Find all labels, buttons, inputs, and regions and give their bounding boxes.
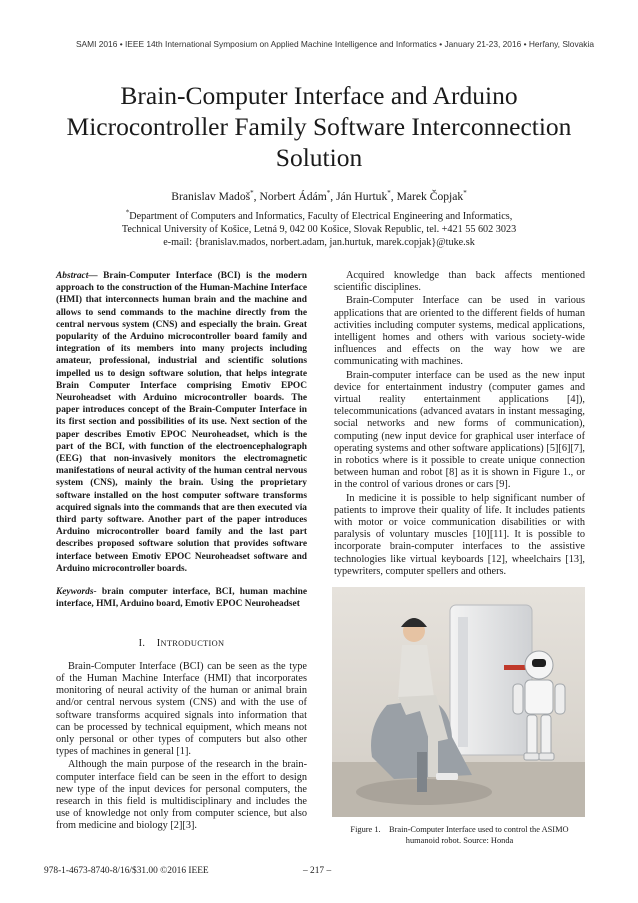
body-paragraph: Although the main purpose of the research in the brain-computer interface field can be seen in the effort to design new type of the input devices for personal computers, the research in this field is multidisciplinary and includes the use of knowledge not only from computer science, but also from medicine and biology [2][3].: [56, 759, 307, 832]
keywords: [56, 586, 307, 610]
body-paragraph: Brain-Computer Interface (BCI) can be seen as the type of the Human Machine Interface (HMI) that incorporates monitoring of neural activity of the human or animal brain and/or central nervous system (CNS) and with the use of software transforms acquired signals into information that can be processed by technical equipment, which means not only personal or other types of computers but also other types of machines in general [1].: [56, 660, 307, 758]
left-column: [56, 270, 307, 833]
copyright-footer: 978-1-4673-8740-8/16/$31.00 ©2016 IEEE: [44, 866, 209, 876]
figure-photo: [332, 587, 585, 817]
body-paragraph: Brain-computer interface can be used as the new input device for entertainment industry (computer games and virtual reality entertainment applications [4]), telecommunications (advanced avatars in instant messaging, social networks and new forms of communication), computing (new input device for graphical user interface of operating systems and other software applications) [5][6][7], in robotics where is it possible to create unique connection between human and robot [8] as it is shown in Figure 1., or in the control of various drones or cars [9].: [334, 369, 585, 491]
abstract: [56, 270, 307, 575]
author-name: Norbert Ádám: [259, 190, 327, 203]
body-paragraph: In medicine it is possible to help significant number of patients to improve their quality of life. It includes patients with motor or voice communication disabilities or with paralysis of voluntary muscles [10][11]. It is possible to incorporate brain-computer interfaces to the assistive technologies like virtual keyboards [12], wheelchairs [13], typewriters, computer spellers and others.: [334, 492, 585, 577]
author-mark: *: [387, 189, 391, 198]
caption-line-1: Figure 1. Brain-Computer Interface used to control the ASIMO: [350, 825, 569, 834]
affiliation-mark: *: [125, 208, 130, 217]
title-line-3: Solution: [275, 143, 363, 172]
author-name: Branislav Madoš: [171, 190, 251, 203]
abstract-lead: Abstract—: [56, 271, 98, 281]
affiliation-line-1: Department of Computers and Informatics, Faculty of Electrical Engineering and Informatics,: [129, 211, 513, 222]
paper-title: [30, 80, 608, 173]
abstract-text: Brain-Computer Interface (BCI) is the modern approach to the construction of the Human-Machine Interface (HMI) that interconnects human brain and the machine and allows to send commands to the machine directly from the central nervous system (CNS) and especially the brain. Great popularity of the Arduino microcontroller board family and integration of its members into many projects including amateur, professional, industrial and scientific solutions impelled us to design software solution, that helps integrate Brain Computer Interface comprising Emotiv EPOC Neuroheadset with Arduino microcontroller boards. The paper introduces concept of the Brain-Computer Interface in its first section and possibilities of its use. Next section of the paper describes Emotiv EPOC Neuroheadset, which is the part of the BCI, with function of the electroencephalograph (EEG) that non-invasively monitors the electromagnetic manifestations of neural activity of the human central nervous system (CNS), mainly the brain. Using the proprietary software installed on the host computer software transforms acquired signals into the commands that are then executed via third party software. Another part of the paper introduces Arduino microcontroller board family and the last part describes proposed software solution that provides software interface between Emotiv EPOC Neuroheadset software and Arduino microcontroller boards.: [56, 271, 307, 574]
author-mark: *: [250, 189, 254, 198]
section-numeral: I.: [138, 638, 146, 650]
author-mark: *: [463, 189, 467, 198]
figure-caption: [334, 824, 585, 846]
bci-asimo-photo: [332, 587, 585, 817]
section-heading-introduction: [56, 638, 307, 650]
right-column: [334, 270, 585, 578]
body-paragraph: Acquired knowledge than back affects mentioned scientific disciplines.: [334, 270, 585, 294]
caption-line-2: humanoid robot. Source: Honda: [405, 836, 514, 845]
author-list: Branislav Madoš*, Norbert Ádám*, Ján Hurtuk*, Marek Čopjak*: [171, 189, 467, 203]
affiliation: [30, 210, 608, 249]
page-number: – 217 –: [303, 866, 332, 876]
section-title-rest: NTRODUCTION: [160, 639, 225, 649]
section-title-initial: I: [156, 638, 161, 650]
author-name: Ján Hurtuk: [336, 190, 388, 203]
conference-header: SAMI 2016 • IEEE 14th International Symposium on Applied Machine Intelligence and Informatics • January 21-23, 2016 • Herľany, Slovakia: [75, 39, 594, 49]
author-name: Marek Čopjak: [396, 190, 464, 203]
title-line-2: Microcontroller Family Software Interconnection: [66, 112, 572, 141]
title-line-1: Brain-Computer Interface and Arduino: [120, 81, 518, 110]
keywords-lead: Keywords-: [56, 587, 97, 598]
keywords-text: brain computer interface, BCI, human machine interface, HMI, Arduino board, Emotiv EPOC Neuroheadset: [56, 587, 307, 610]
affiliation-email: e-mail: {branislav.mados, norbert.adam, jan.hurtuk, marek.copjak}@tuke.sk: [163, 237, 475, 248]
body-paragraph: Brain-Computer Interface can be used in various applications that are oriented to the different fields of human activities including computer systems, medical applications, intelligent homes and others with various society-wide influences and effects on the way how we are communicating with machines.: [334, 295, 585, 368]
author-mark: *: [326, 189, 331, 198]
affiliation-line-2: Technical University of Košice, Letná 9, 042 00 Košice, Slovak Republic, tel. +421 55 602 3023: [121, 224, 517, 235]
